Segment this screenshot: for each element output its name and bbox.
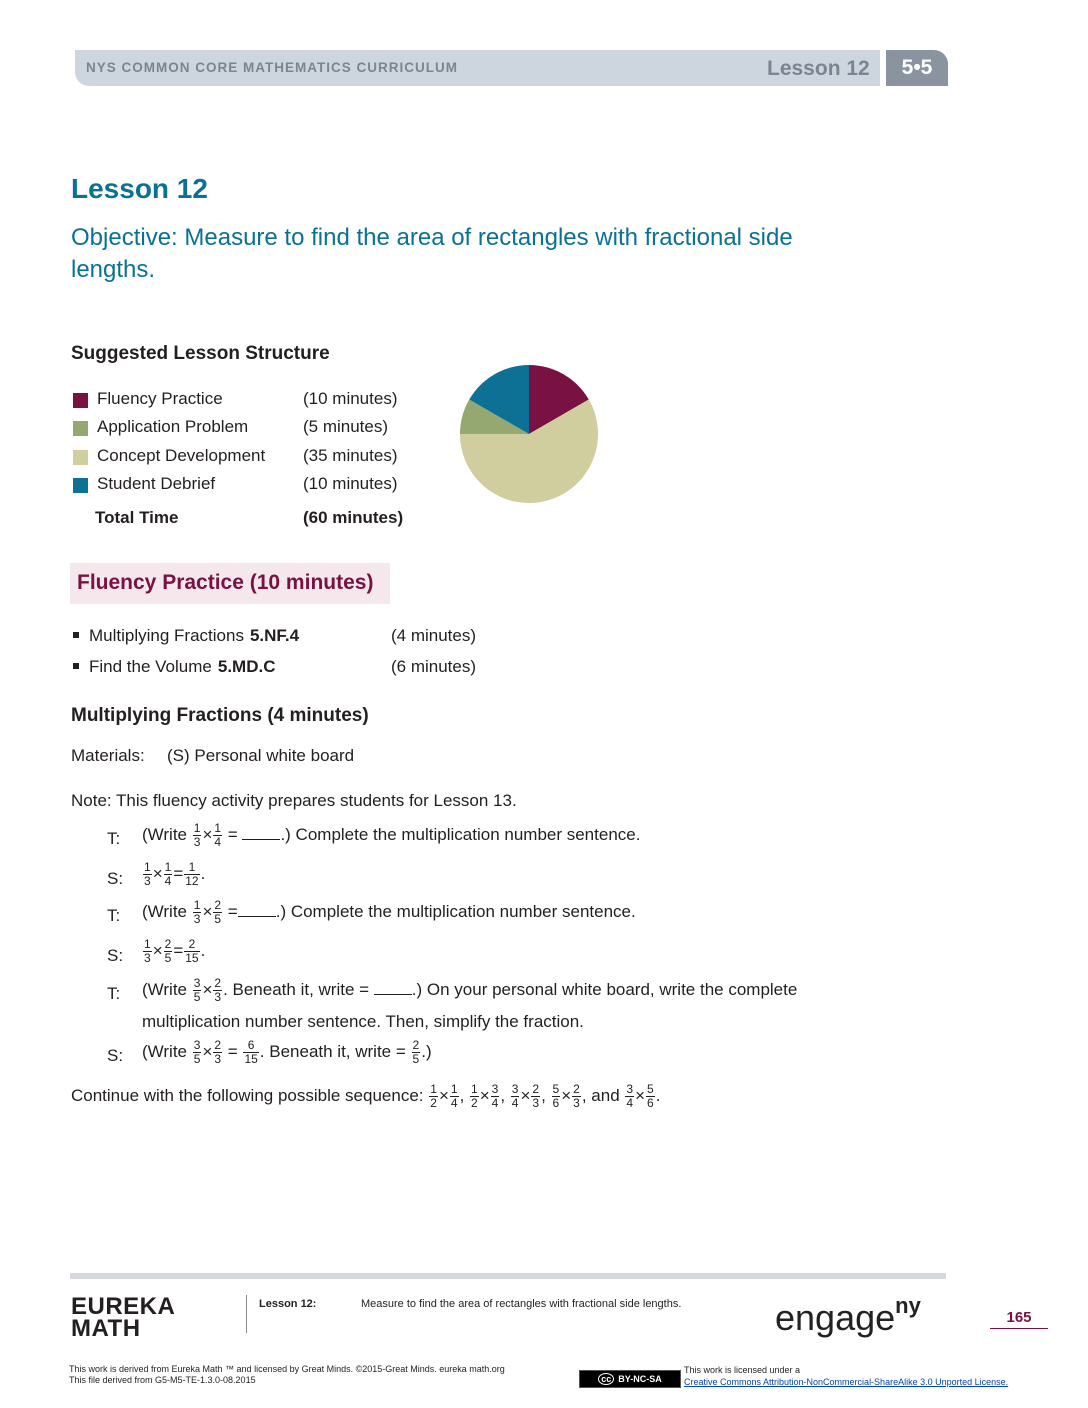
fraction: $\frac{3}{4}$ [491,1082,499,1110]
legend-swatch [73,421,88,436]
legend-minutes: (10 minutes) [303,389,398,408]
cc-icon: cc [598,1373,614,1385]
fraction: $\frac{2}{3}$ [573,1082,580,1110]
engage-text: engage [775,1297,896,1338]
materials-text: (S) Personal white board [167,746,355,765]
fluency-item-minutes: (4 minutes) [391,626,477,645]
fraction: $\frac{1}{2}$ [430,1082,437,1110]
note-text: Note: This fluency activity prepares students for Lesson 13. [71,791,517,810]
objective-line-2: lengths. [71,256,156,283]
dialogue-text: .) Complete the multiplication number sentence. [275,901,636,921]
dialogue-text: (Write [142,979,188,999]
fraction: $\frac{2}{15}$ [185,937,199,965]
fluency-item [73,657,275,677]
header-lesson: Lesson 12 [767,57,870,80]
speaker-student: S: [107,869,124,888]
objective-line-1: Objective: Measure to find the area of rectangles with fractional side [71,224,793,251]
fluency-item-label: Find the Volume [89,657,212,676]
lesson-pie-chart [455,362,605,508]
footer-lesson-label: Lesson 12: [259,1298,317,1310]
speaker-teacher: T: [107,906,121,925]
cc-license-badge[interactable] [579,1370,681,1388]
fraction: $\frac{2}{5}$ [164,937,172,965]
dialogue-line-continued: multiplication number sentence. Then, simplify the fraction. [142,1012,584,1031]
fraction: $\frac{1}{12}$ [185,860,199,888]
fraction: $\frac{5}{6}$ [647,1082,654,1110]
legend-label: Student Debrief [97,474,216,493]
cc-badge-text: BY-NC-SA [618,1374,662,1384]
fraction: $\frac{1}{3}$ [144,937,151,965]
standard-code: 5.MD.C [217,657,276,676]
fraction: $\frac{2}{3}$ [214,976,222,1004]
fraction: $\frac{1}{4}$ [164,860,172,888]
legend-minutes: (10 minutes) [303,474,398,493]
fraction: $\frac{1}{3}$ [193,898,201,926]
legend-label: Application Problem [97,417,249,436]
pie-slices [460,365,598,503]
fraction: $\frac{3}{4}$ [511,1082,519,1110]
structure-heading: Suggested Lesson Structure [71,343,330,364]
license-link[interactable]: Creative Commons Attribution-NonCommercial-ShareAlike 3.0 Unported License. [684,1377,1009,1387]
legend-label: Concept Development [97,446,266,465]
dialogue-text: . Beneath it, write = [259,1041,406,1061]
speaker-student: S: [107,1046,124,1065]
total-label: Total Time [95,508,179,527]
license-text: This work is licensed under a [684,1365,801,1375]
dialogue-line: (Write $\frac{1}{3}$ × $\frac{2}{5}$ = .) Complete the multiplication number sentence. [142,898,636,926]
mult-heading: Multiplying Fractions (4 minutes) [71,705,369,726]
dialogue-line: (Write $\frac{3}{5}$ × $\frac{2}{3}$ . Beneath it, write = .) On your personal white board, write the complete [142,976,798,1004]
dialogue-text: (Write [142,901,188,921]
dialogue-line: $\frac{1}{3}$ × $\frac{2}{5}$ = $\frac{2}{15}$ . [144,937,206,965]
dialogue-line: $\frac{1}{3}$ × $\frac{1}{4}$ = $\frac{1}{12}$ . [144,860,206,888]
dialogue-text: .) [421,1041,432,1061]
logo-line-1: EUREKA [71,1293,176,1320]
fluency-item [73,626,299,646]
legend-minutes: (5 minutes) [303,417,389,436]
fraction: $\frac{1}{3}$ [144,860,151,888]
fraction: $\frac{2}{3}$ [532,1082,540,1110]
eureka-math-logo [71,1293,176,1342]
fraction: $\frac{2}{5}$ [214,898,222,926]
continue-sequence: Continue with the following possible sequence: $\frac{1}{2}$ × $\frac{1}{4}$ , $\frac{1}{2}$ × $\frac{3}{4}$ , $\frac{3}{4}$ × $\frac{2}{3}$ , $\frac{5}{6}$ × $\frac{2}{3}$ , and $\frac{3}{4}$ × $\frac{5}{6}$ . [71,1082,661,1110]
fraction: $\frac{2}{3}$ [214,1038,222,1066]
materials-label: Materials: [71,746,145,765]
standard-code: 5.NF.4 [249,626,300,645]
fraction: $\frac{1}{2}$ [471,1082,478,1110]
dialogue-text: .) On your personal white board, write the complete [411,979,798,999]
fluency-item-label: Multiplying Fractions [89,626,244,645]
speaker-student: S: [107,946,124,965]
bullet-icon [73,632,79,638]
continue-text: Continue with the following possible sequence: [71,1085,424,1105]
total-minutes: (60 minutes) [303,508,404,527]
fraction: $\frac{1}{4}$ [214,821,222,849]
fraction: $\frac{1}{3}$ [193,821,201,849]
footer-lesson-desc: Measure to find the area of rectangles with fractional side lengths. [361,1298,682,1310]
fraction: $\frac{5}{6}$ [552,1082,560,1110]
fraction: $\frac{6}{15}$ [244,1038,258,1066]
footer-rule [70,1273,946,1279]
dialogue-text: (Write [142,824,188,844]
dialogue-text: .) Complete the multiplication number sentence. [280,824,641,844]
answer-blank [238,902,276,917]
ny-text: ny [895,1293,921,1318]
page-number: 165 [990,1309,1048,1329]
speaker-teacher: T: [107,829,121,848]
legend-swatch [73,450,88,465]
bullet-icon [73,663,79,669]
logo-line-2: MATH [71,1315,141,1342]
legend-swatch [73,393,88,408]
credit-line-2: This file derived from G5-M5-TE-1.3.0-08.2015 [69,1375,256,1385]
dialogue-text: . Beneath it, write = [223,979,370,999]
objective [71,222,911,286]
curriculum-label: NYS COMMON CORE MATHEMATICS CURRICULUM [86,60,458,75]
dialogue-line: (Write $\frac{1}{3}$ × $\frac{1}{4}$ = .) Complete the multiplication number sentence. [142,821,641,849]
fluency-item-minutes: (6 minutes) [391,657,477,676]
module-badge: 5•5 [886,50,948,86]
legend-label: Fluency Practice [97,389,223,408]
footer-divider [246,1295,247,1333]
page-title: Lesson 12 [71,173,208,204]
legend-swatch [73,478,88,493]
fraction: $\frac{3}{5}$ [193,1038,201,1066]
engageny-logo [775,1293,921,1339]
fraction: $\frac{2}{5}$ [412,1038,420,1066]
answer-blank [242,825,280,840]
fraction: $\frac{1}{4}$ [450,1082,458,1110]
answer-blank [374,980,412,995]
fraction: $\frac{3}{4}$ [626,1082,634,1110]
credit-line-1: This work is derived from Eureka Math ™ and licensed by Great Minds. ©2015-Great Minds. eureka math.org [69,1364,505,1374]
dialogue-line: (Write $\frac{3}{5}$ × $\frac{2}{3}$ = $\frac{6}{15}$ . Beneath it, write = $\frac{2}{5}$ .) [142,1038,432,1066]
fraction: $\frac{3}{5}$ [193,976,201,1004]
and-text: , and [581,1085,620,1105]
legend-minutes: (35 minutes) [303,446,398,465]
fluency-heading: Fluency Practice (10 minutes) [77,571,374,594]
speaker-teacher: T: [107,984,121,1003]
dialogue-text: (Write [142,1041,188,1061]
